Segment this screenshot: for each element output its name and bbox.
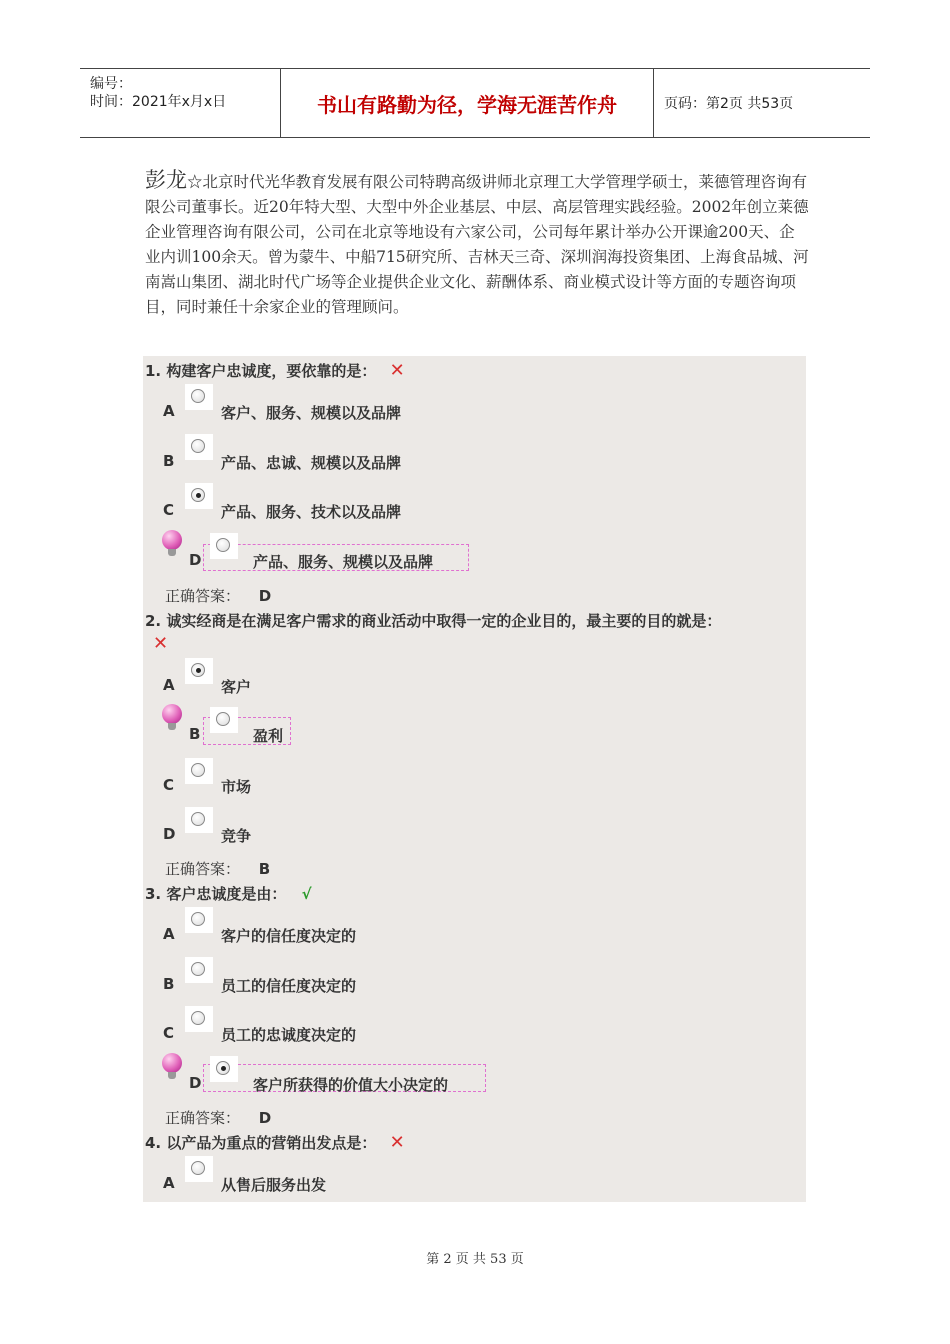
q3-option-d-letter: D	[189, 1074, 202, 1092]
q4-option-a-text: 从售后服务出发	[221, 1176, 327, 1194]
q2-correct-answer: 正确答案： B	[165, 860, 271, 878]
q1-option-d-radio[interactable]	[210, 533, 238, 559]
q1-option-a-text: 客户、服务、规模以及品牌	[221, 404, 402, 422]
author-name: 彭龙	[145, 168, 187, 192]
header-motto: 书山有路勤为径，学海无涯苦作舟	[281, 69, 654, 137]
q2-option-a-letter: A	[163, 676, 175, 694]
q1-option-b-letter: B	[163, 452, 175, 470]
q3-option-c-radio[interactable]	[185, 1006, 213, 1032]
q3-option-a-text: 客户的信任度决定的	[221, 927, 357, 945]
q1-option-b-radio[interactable]	[185, 434, 213, 460]
q3-option-c-letter: C	[163, 1024, 175, 1042]
q2-option-c-letter: C	[163, 776, 175, 794]
q1-option-a-radio[interactable]	[185, 384, 213, 410]
q3-option-d-radio[interactable]	[210, 1056, 238, 1082]
q2-option-b-text: 盈利	[253, 727, 284, 745]
question-4-title: 4. 以产品为重点的营销出发点是： ✕	[145, 1132, 405, 1153]
q1-option-c-letter: C	[163, 501, 175, 519]
q3-option-a-letter: A	[163, 925, 175, 943]
q1-correct-answer: 正确答案： D	[165, 587, 272, 605]
correct-check-icon: √	[301, 885, 312, 903]
q2-option-c-text: 市场	[221, 778, 252, 796]
author-bio	[145, 168, 810, 320]
q4-option-a-radio[interactable]	[185, 1156, 213, 1182]
wrong-icon: ✕	[389, 1132, 405, 1153]
q3-option-a-radio[interactable]	[185, 907, 213, 933]
q4-option-a-letter: A	[163, 1174, 175, 1192]
q1-option-d-letter: D	[189, 551, 202, 569]
star-icon: ☆	[187, 173, 203, 191]
page-header	[80, 68, 870, 138]
hint-bulb-icon	[162, 1053, 184, 1081]
hint-bulb-icon	[162, 530, 184, 558]
wrong-icon: ✕	[389, 360, 405, 381]
question-1-title: 1. 构建客户忠诚度，要依靠的是： ✕	[145, 360, 405, 381]
q3-correct-answer: 正确答案： D	[165, 1109, 272, 1127]
q2-option-b-letter: B	[189, 725, 201, 743]
q1-option-a-letter: A	[163, 402, 175, 420]
q2-option-a-text: 客户	[221, 678, 252, 696]
time-label: 时间：2021年x月x日	[90, 94, 227, 110]
q1-option-d-text: 产品、服务、规模以及品牌	[253, 553, 434, 571]
q3-option-d-text: 客户所获得的价值大小决定的	[253, 1076, 449, 1094]
header-page-info: 页码：第2页 共53页	[664, 96, 794, 112]
q2-option-a-radio[interactable]	[185, 658, 213, 684]
q2-option-d-letter: D	[163, 825, 176, 843]
page-footer: 第 2 页 共 53 页	[426, 1252, 524, 1267]
question-3-title: 3. 客户忠诚度是由： √	[145, 885, 312, 903]
q3-option-b-radio[interactable]	[185, 957, 213, 983]
q3-option-b-letter: B	[163, 975, 175, 993]
question-2-title: 2. 诚实经商是在满足客户需求的商业活动中取得一定的企业目的，最主要的目的就是：	[145, 612, 722, 630]
number-label: 编号：	[90, 76, 132, 92]
wrong-icon: ✕	[153, 633, 169, 654]
q3-option-c-text: 员工的忠诚度决定的	[221, 1026, 357, 1044]
q1-option-c-text: 产品、服务、技术以及品牌	[221, 503, 402, 521]
header-meta	[80, 69, 281, 137]
q2-option-b-radio[interactable]	[210, 707, 238, 733]
bio-text: 北京时代光华教育发展有限公司特聘高级讲师北京理工大学管理学硕士，莱德管理咨询有限公司董事长。近20年特大型、大型中外企业基层、中层、高层管理实践经验。2002年创立莱德企业管理咨询有限公司，公司在北京等地设有六家公司，公司每年累计举办公开课逾200天、企业内训100余天。曾为蒙牛、中船715研究所、吉林天三奇、深圳润海投资集团、上海食品城、河南嵩山集团、湖北时代广场等企业提供企业文化、薪酬体系、商业模式设计等方面的专题咨询项目，同时兼任十余家企业的管理顾问。	[145, 173, 809, 316]
hint-bulb-icon	[162, 704, 184, 732]
q2-option-d-radio[interactable]	[185, 807, 213, 833]
q3-option-b-text: 员工的信任度决定的	[221, 977, 357, 995]
q2-option-c-radio[interactable]	[185, 758, 213, 784]
q2-option-d-text: 竞争	[221, 827, 252, 845]
q1-option-c-radio[interactable]	[185, 483, 213, 509]
q1-option-b-text: 产品、忠诚、规模以及品牌	[221, 454, 402, 472]
